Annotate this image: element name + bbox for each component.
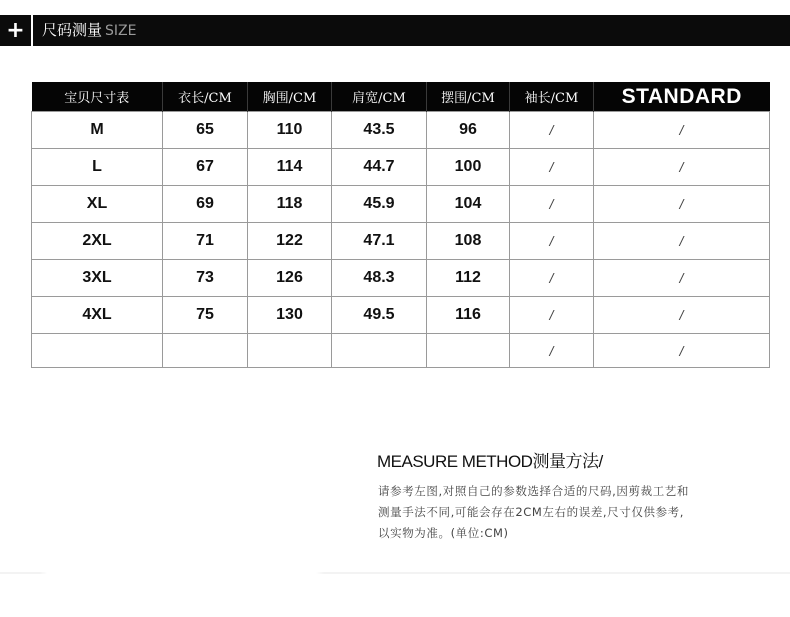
table-cell: 75 bbox=[163, 297, 248, 334]
table-cell: 73 bbox=[163, 260, 248, 297]
table-cell: / bbox=[510, 186, 594, 223]
table-cell: / bbox=[510, 112, 594, 149]
table-cell: L bbox=[32, 149, 163, 186]
table-cell: 108 bbox=[427, 223, 510, 260]
measure-method-line: 测量手法不同,可能会存在2CM左右的误差,尺寸仅供参考, bbox=[378, 505, 685, 519]
measure-method-text bbox=[378, 481, 738, 544]
column-header-size: 宝贝尺寸表 bbox=[32, 82, 163, 112]
table-cell: / bbox=[510, 334, 594, 368]
table-row bbox=[32, 112, 770, 149]
table-cell: / bbox=[594, 223, 770, 260]
table-cell: / bbox=[594, 112, 770, 149]
table-cell: 110 bbox=[248, 112, 332, 149]
table-row bbox=[32, 149, 770, 186]
table-cell: 47.1 bbox=[332, 223, 427, 260]
table-cell: 96 bbox=[427, 112, 510, 149]
table-cell: 126 bbox=[248, 260, 332, 297]
column-header-chest: 胸围/CM bbox=[248, 82, 332, 112]
table-cell: / bbox=[510, 223, 594, 260]
size-table bbox=[31, 82, 770, 368]
column-header-standard: STANDARD bbox=[594, 82, 770, 112]
table-cell: 3XL bbox=[32, 260, 163, 297]
table-cell: / bbox=[594, 186, 770, 223]
table-cell: / bbox=[510, 260, 594, 297]
plus-icon[interactable]: + bbox=[6, 17, 25, 43]
table-cell: / bbox=[594, 334, 770, 368]
table-cell: 114 bbox=[248, 149, 332, 186]
table-cell: 65 bbox=[163, 112, 248, 149]
measure-method-line: 请参考左图,对照自己的参数选择合适的尺码,因剪裁工艺和 bbox=[378, 484, 690, 498]
column-header-shoulder: 肩宽/CM bbox=[332, 82, 427, 112]
table-cell: 100 bbox=[427, 149, 510, 186]
column-header-length: 衣长/CM bbox=[163, 82, 248, 112]
section-title bbox=[42, 15, 136, 46]
column-header-sleeve: 袖长/CM bbox=[510, 82, 594, 112]
table-cell: 45.9 bbox=[332, 186, 427, 223]
table-cell bbox=[32, 334, 163, 368]
table-cell: 71 bbox=[163, 223, 248, 260]
table-cell: 2XL bbox=[32, 223, 163, 260]
table-cell: 4XL bbox=[32, 297, 163, 334]
bottom-divider bbox=[0, 572, 790, 574]
table-cell: 69 bbox=[163, 186, 248, 223]
section-header bbox=[0, 15, 790, 46]
table-cell: XL bbox=[32, 186, 163, 223]
table-cell: 112 bbox=[427, 260, 510, 297]
table-cell: M bbox=[32, 112, 163, 149]
table-cell: 130 bbox=[248, 297, 332, 334]
table-cell: 104 bbox=[427, 186, 510, 223]
table-row bbox=[32, 334, 770, 368]
table-cell bbox=[163, 334, 248, 368]
section-subtitle: SIZE bbox=[105, 23, 137, 39]
table-cell: 67 bbox=[163, 149, 248, 186]
measure-method-title: MEASURE METHOD测量方法/ bbox=[377, 452, 603, 471]
table-cell bbox=[248, 334, 332, 368]
table-cell: 118 bbox=[248, 186, 332, 223]
table-row bbox=[32, 223, 770, 260]
table-row bbox=[32, 186, 770, 223]
table-cell bbox=[332, 334, 427, 368]
table-cell: / bbox=[594, 149, 770, 186]
table-cell: / bbox=[594, 297, 770, 334]
table-cell: 122 bbox=[248, 223, 332, 260]
table-cell: / bbox=[510, 149, 594, 186]
table-cell: / bbox=[510, 297, 594, 334]
table-cell: 116 bbox=[427, 297, 510, 334]
table-cell: 49.5 bbox=[332, 297, 427, 334]
header-divider bbox=[31, 15, 33, 46]
measure-method-line: 以实物为准。(单位:CM) bbox=[378, 526, 509, 540]
table-row bbox=[32, 297, 770, 334]
table-cell: 48.3 bbox=[332, 260, 427, 297]
table-cell: / bbox=[594, 260, 770, 297]
column-header-hem: 摆围/CM bbox=[427, 82, 510, 112]
table-cell: 44.7 bbox=[332, 149, 427, 186]
table-cell bbox=[427, 334, 510, 368]
section-title-text: 尺码测量 bbox=[42, 21, 103, 39]
table-row bbox=[32, 260, 770, 297]
table-cell: 43.5 bbox=[332, 112, 427, 149]
table-header-row bbox=[32, 82, 770, 112]
